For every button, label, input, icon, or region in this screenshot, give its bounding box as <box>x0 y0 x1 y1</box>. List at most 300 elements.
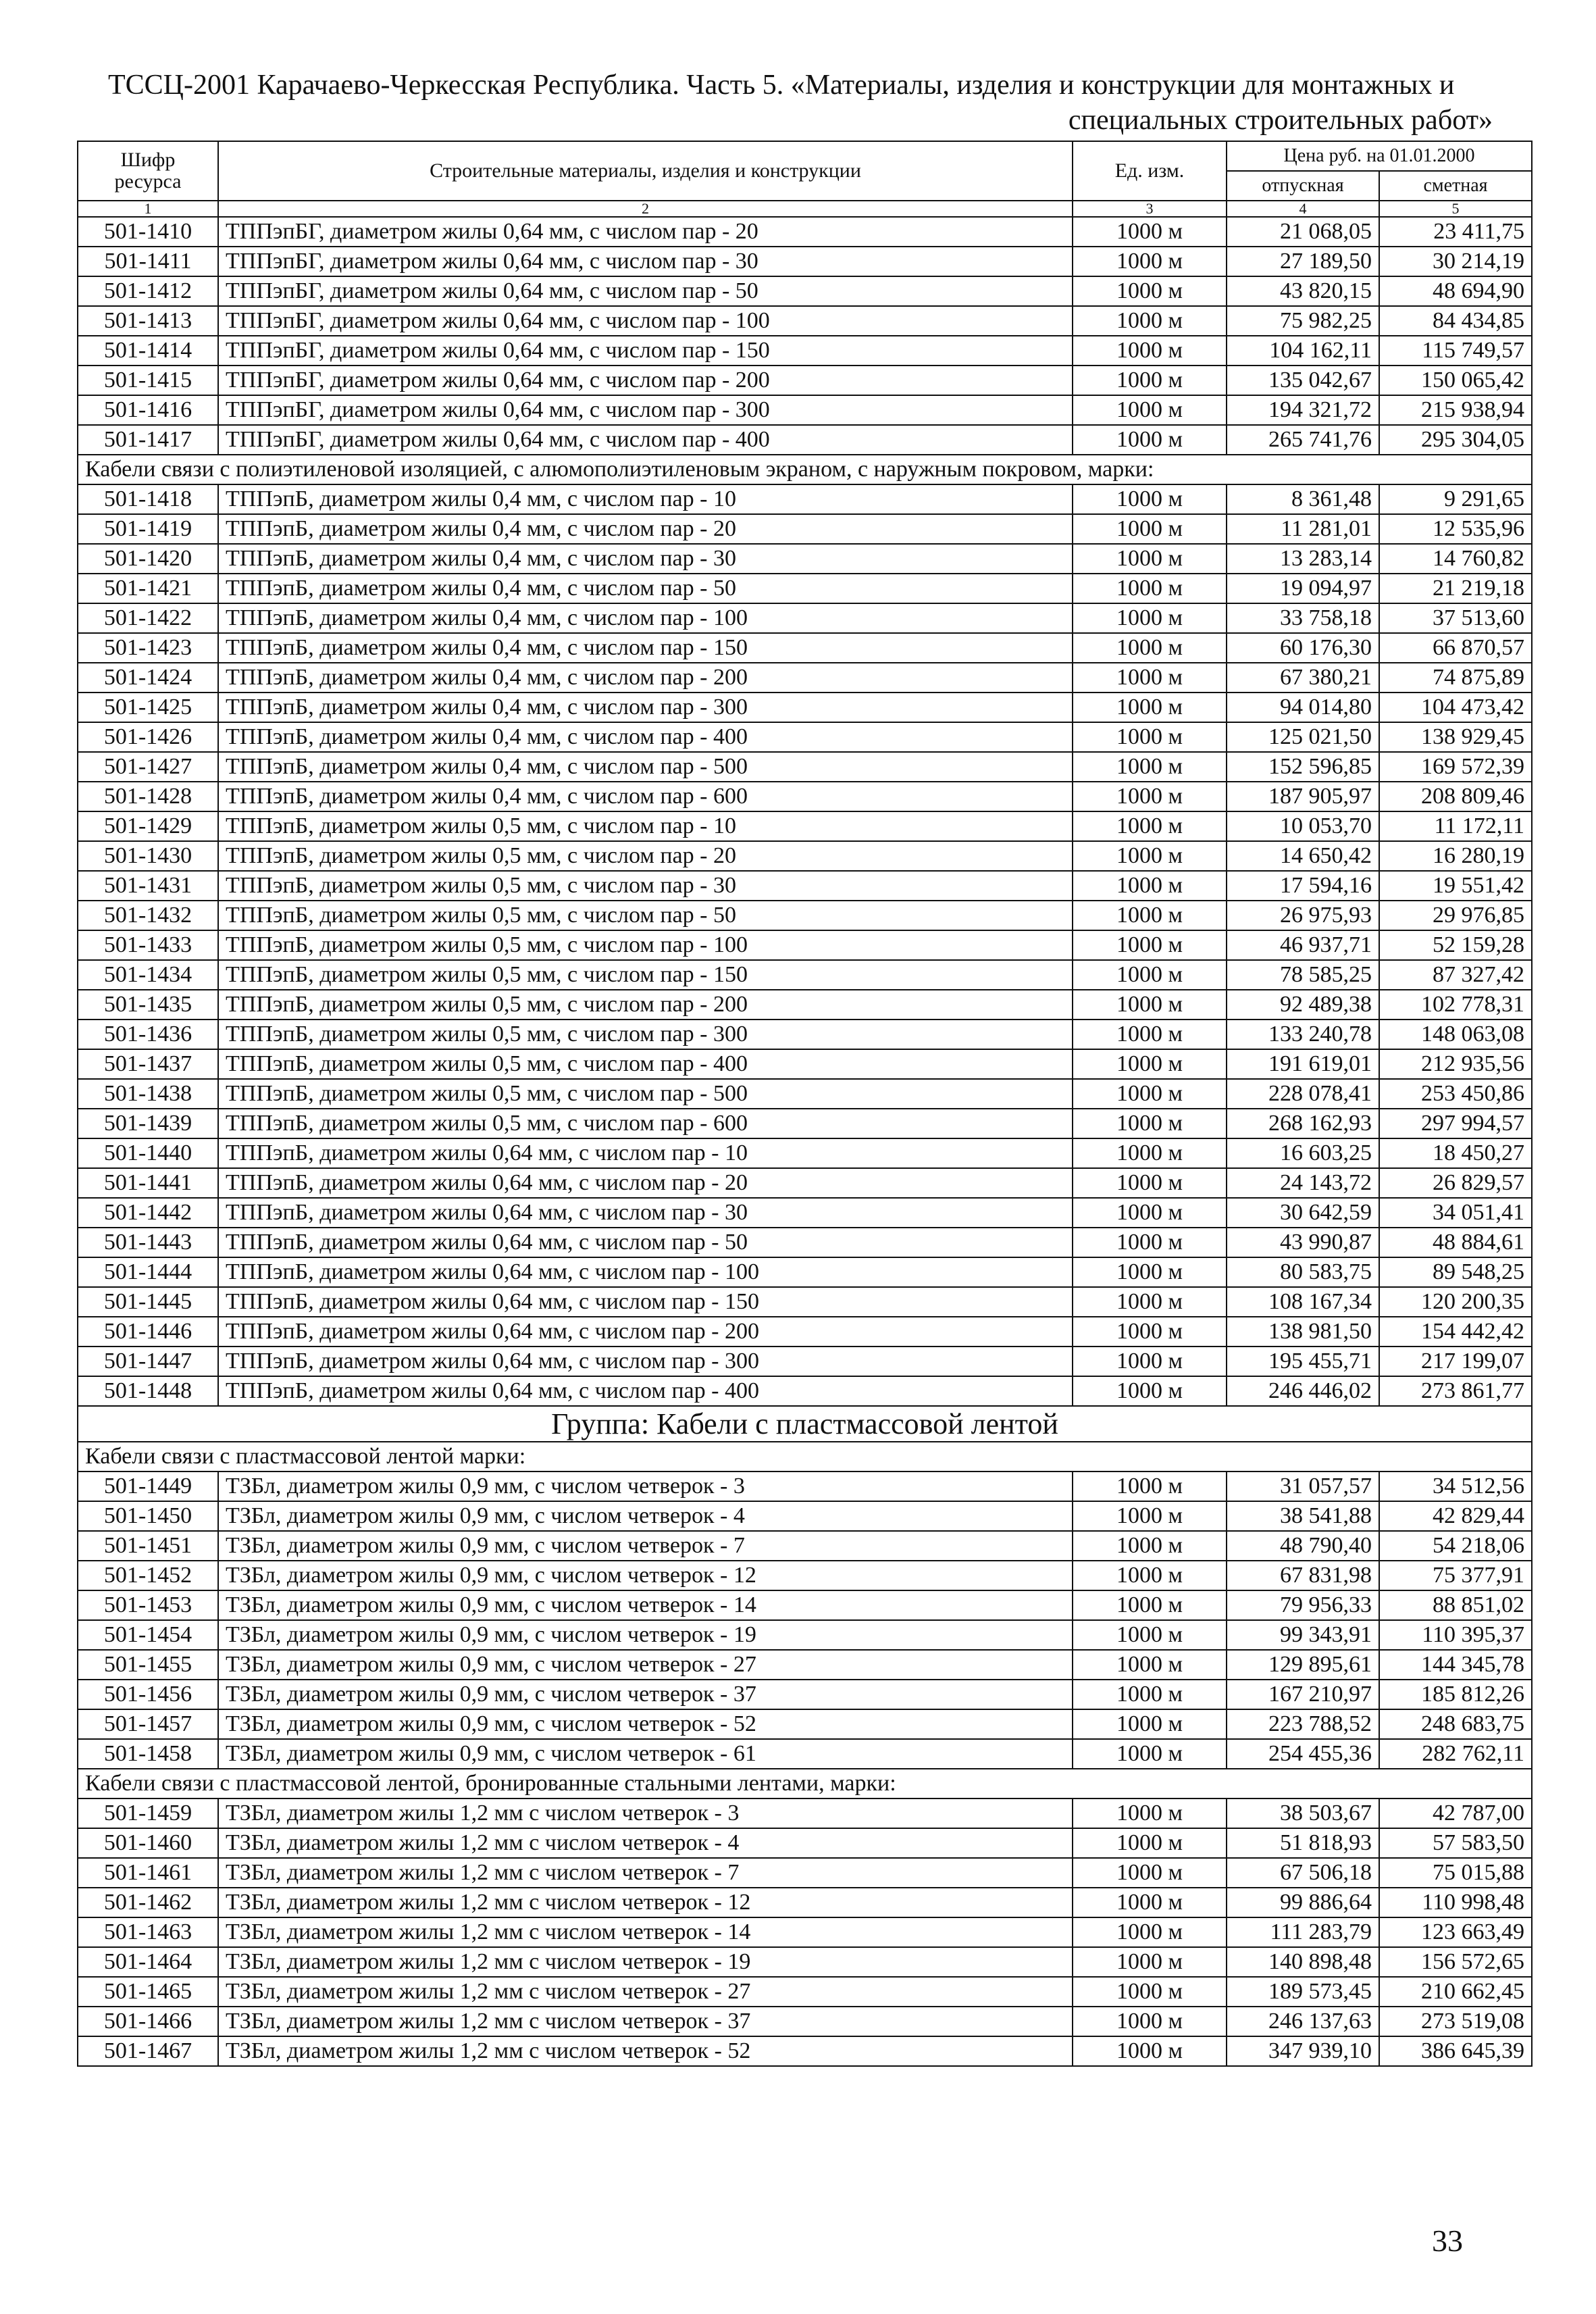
estimate-price: 84 434,85 <box>1379 306 1532 336</box>
table-row <box>78 1858 1532 1888</box>
unit-of-measure: 1000 м <box>1073 1531 1227 1561</box>
unit-of-measure: 1000 м <box>1073 1501 1227 1531</box>
release-price: 67 380,21 <box>1227 663 1379 693</box>
material-name: ТППэпБ, диаметром жилы 0,4 мм, с числом пар - 200 <box>218 663 1073 693</box>
material-name: ТППэпБГ, диаметром жилы 0,64 мм, с числом пар - 150 <box>218 336 1073 366</box>
resource-code: 501-1428 <box>78 782 218 811</box>
estimate-price: 115 749,57 <box>1379 336 1532 366</box>
unit-of-measure: 1000 м <box>1073 514 1227 544</box>
unit-of-measure: 1000 м <box>1073 1739 1227 1769</box>
resource-code: 501-1457 <box>78 1709 218 1739</box>
unit-of-measure: 1000 м <box>1073 1347 1227 1376</box>
table-row <box>78 1620 1532 1650</box>
resource-code: 501-1434 <box>78 960 218 990</box>
release-price: 19 094,97 <box>1227 574 1379 603</box>
estimate-price: 110 998,48 <box>1379 1888 1532 1917</box>
release-price: 14 650,42 <box>1227 841 1379 871</box>
material-name: ТЗБл, диаметром жилы 0,9 мм, с числом четверок - 12 <box>218 1561 1073 1590</box>
resource-code: 501-1459 <box>78 1799 218 1828</box>
material-name: ТППэпБ, диаметром жилы 0,5 мм, с числом пар - 600 <box>218 1109 1073 1138</box>
resource-code: 501-1463 <box>78 1917 218 1947</box>
column-number: 3 <box>1073 201 1227 217</box>
unit-of-measure: 1000 м <box>1073 1561 1227 1590</box>
material-name: ТППэпБ, диаметром жилы 0,5 мм, с числом пар - 400 <box>218 1049 1073 1079</box>
table-row <box>78 663 1532 693</box>
resource-code: 501-1415 <box>78 366 218 395</box>
estimate-price: 57 583,50 <box>1379 1828 1532 1858</box>
material-name: ТППэпБ, диаметром жилы 0,4 мм, с числом пар - 150 <box>218 633 1073 663</box>
unit-of-measure: 1000 м <box>1073 574 1227 603</box>
release-price: 195 455,71 <box>1227 1347 1379 1376</box>
unit-of-measure: 1000 м <box>1073 336 1227 366</box>
estimate-price: 48 694,90 <box>1379 276 1532 306</box>
table-row <box>78 633 1532 663</box>
table-row <box>78 2036 1532 2066</box>
material-name: ТППэпБ, диаметром жилы 0,5 мм, с числом пар - 50 <box>218 901 1073 930</box>
unit-of-measure: 1000 м <box>1073 633 1227 663</box>
release-price: 51 818,93 <box>1227 1828 1379 1858</box>
unit-of-measure: 1000 м <box>1073 782 1227 811</box>
release-price: 38 503,67 <box>1227 1799 1379 1828</box>
table-row <box>78 514 1532 544</box>
material-name: ТЗБл, диаметром жилы 0,9 мм, с числом четверок - 4 <box>218 1501 1073 1531</box>
unit-of-measure: 1000 м <box>1073 1228 1227 1257</box>
resource-code: 501-1465 <box>78 1977 218 2007</box>
release-price: 16 603,25 <box>1227 1138 1379 1168</box>
estimate-price: 88 851,02 <box>1379 1590 1532 1620</box>
table-row <box>78 1799 1532 1828</box>
release-price: 13 283,14 <box>1227 544 1379 574</box>
unit-of-measure: 1000 м <box>1073 1168 1227 1198</box>
material-name: ТЗБл, диаметром жилы 1,2 мм с числом четверок - 12 <box>218 1888 1073 1917</box>
estimate-price: 282 762,11 <box>1379 1739 1532 1769</box>
material-name: ТППэпБ, диаметром жилы 0,4 мм, с числом пар - 50 <box>218 574 1073 603</box>
table-row <box>78 2007 1532 2036</box>
table-row <box>78 1376 1532 1406</box>
table-row <box>78 1020 1532 1049</box>
material-name: ТППэпБ, диаметром жилы 0,64 мм, с числом пар - 150 <box>218 1287 1073 1317</box>
release-price: 265 741,76 <box>1227 425 1379 455</box>
unit-of-measure: 1000 м <box>1073 930 1227 960</box>
release-price: 187 905,97 <box>1227 782 1379 811</box>
release-price: 111 283,79 <box>1227 1917 1379 1947</box>
material-name: ТППэпБ, диаметром жилы 0,5 мм, с числом пар - 30 <box>218 871 1073 901</box>
estimate-price: 19 551,42 <box>1379 871 1532 901</box>
column-number: 4 <box>1227 201 1379 217</box>
material-name: ТППэпБ, диаметром жилы 0,4 мм, с числом пар - 500 <box>218 752 1073 782</box>
material-name: ТППэпБ, диаметром жилы 0,64 мм, с числом пар - 100 <box>218 1257 1073 1287</box>
estimate-price: 273 861,77 <box>1379 1376 1532 1406</box>
table-row <box>78 1347 1532 1376</box>
material-name: ТППэпБ, диаметром жилы 0,5 мм, с числом пар - 150 <box>218 960 1073 990</box>
release-price: 43 990,87 <box>1227 1228 1379 1257</box>
material-name: ТЗБл, диаметром жилы 1,2 мм с числом четверок - 52 <box>218 2036 1073 2066</box>
release-price: 246 137,63 <box>1227 2007 1379 2036</box>
table-row <box>78 484 1532 514</box>
resource-code: 501-1448 <box>78 1376 218 1406</box>
table-row <box>78 306 1532 336</box>
unit-of-measure: 1000 м <box>1073 841 1227 871</box>
estimate-price: 54 218,06 <box>1379 1531 1532 1561</box>
resource-code: 501-1427 <box>78 752 218 782</box>
resource-code: 501-1453 <box>78 1590 218 1620</box>
material-name: ТППэпБГ, диаметром жилы 0,64 мм, с числом пар - 30 <box>218 247 1073 276</box>
material-name: ТЗБл, диаметром жилы 1,2 мм с числом четверок - 27 <box>218 1977 1073 2007</box>
resource-code: 501-1458 <box>78 1739 218 1769</box>
material-name: ТЗБл, диаметром жилы 0,9 мм, с числом четверок - 52 <box>218 1709 1073 1739</box>
table-row <box>78 336 1532 366</box>
resource-code: 501-1440 <box>78 1138 218 1168</box>
resource-code: 501-1429 <box>78 811 218 841</box>
estimate-price: 29 976,85 <box>1379 901 1532 930</box>
release-price: 48 790,40 <box>1227 1531 1379 1561</box>
table-row <box>78 276 1532 306</box>
resource-code: 501-1439 <box>78 1109 218 1138</box>
unit-of-measure: 1000 м <box>1073 1799 1227 1828</box>
table-row <box>78 574 1532 603</box>
unit-of-measure: 1000 м <box>1073 395 1227 425</box>
release-price: 99 343,91 <box>1227 1620 1379 1650</box>
release-price: 33 758,18 <box>1227 603 1379 633</box>
release-price: 24 143,72 <box>1227 1168 1379 1198</box>
resource-code: 501-1413 <box>78 306 218 336</box>
unit-of-measure: 1000 м <box>1073 276 1227 306</box>
material-name: ТППэпБ, диаметром жилы 0,5 мм, с числом пар - 200 <box>218 990 1073 1020</box>
unit-of-measure: 1000 м <box>1073 752 1227 782</box>
unit-of-measure: 1000 м <box>1073 1109 1227 1138</box>
release-price: 268 162,93 <box>1227 1109 1379 1138</box>
estimate-price: 295 304,05 <box>1379 425 1532 455</box>
estimate-price: 215 938,94 <box>1379 395 1532 425</box>
estimate-price: 89 548,25 <box>1379 1257 1532 1287</box>
resource-code: 501-1425 <box>78 693 218 722</box>
estimate-price: 9 291,65 <box>1379 484 1532 514</box>
estimate-price: 210 662,45 <box>1379 1977 1532 2007</box>
table-row <box>78 930 1532 960</box>
estimate-price: 248 683,75 <box>1379 1709 1532 1739</box>
table-row <box>78 693 1532 722</box>
material-name: ТППэпБГ, диаметром жилы 0,64 мм, с числом пар - 400 <box>218 425 1073 455</box>
unit-of-measure: 1000 м <box>1073 1590 1227 1620</box>
table-row <box>78 782 1532 811</box>
table-row <box>78 1531 1532 1561</box>
unit-of-measure: 1000 м <box>1073 306 1227 336</box>
unit-of-measure: 1000 м <box>1073 1079 1227 1109</box>
table-row <box>78 1680 1532 1709</box>
resource-code: 501-1437 <box>78 1049 218 1079</box>
unit-of-measure: 1000 м <box>1073 366 1227 395</box>
material-name: ТЗБл, диаметром жилы 1,2 мм с числом четверок - 37 <box>218 2007 1073 2036</box>
material-name: ТППэпБ, диаметром жилы 0,4 мм, с числом пар - 300 <box>218 693 1073 722</box>
material-name: ТППэпБ, диаметром жилы 0,64 мм, с числом пар - 400 <box>218 1376 1073 1406</box>
material-name: ТППэпБ, диаметром жилы 0,64 мм, с числом пар - 300 <box>218 1347 1073 1376</box>
resource-code: 501-1438 <box>78 1079 218 1109</box>
unit-of-measure: 1000 м <box>1073 1376 1227 1406</box>
unit-of-measure: 1000 м <box>1073 1472 1227 1501</box>
material-name: ТЗБл, диаметром жилы 0,9 мм, с числом четверок - 7 <box>218 1531 1073 1561</box>
header-line-2: специальных строительных работ» <box>1068 105 1493 136</box>
resource-code: 501-1436 <box>78 1020 218 1049</box>
estimate-price: 37 513,60 <box>1379 603 1532 633</box>
resource-code: 501-1410 <box>78 217 218 247</box>
page-header <box>108 68 1493 138</box>
unit-of-measure: 1000 м <box>1073 901 1227 930</box>
unit-of-measure: 1000 м <box>1073 1888 1227 1917</box>
estimate-price: 87 327,42 <box>1379 960 1532 990</box>
group-title: Группа: Кабели с пластмассовой лентой <box>78 1406 1532 1442</box>
table-row <box>78 752 1532 782</box>
estimate-price: 386 645,39 <box>1379 2036 1532 2066</box>
release-price: 347 939,10 <box>1227 2036 1379 2066</box>
material-name: ТЗБл, диаметром жилы 0,9 мм, с числом четверок - 19 <box>218 1620 1073 1650</box>
estimate-price: 26 829,57 <box>1379 1168 1532 1198</box>
release-price: 246 446,02 <box>1227 1376 1379 1406</box>
estimate-price: 150 065,42 <box>1379 366 1532 395</box>
resource-code: 501-1424 <box>78 663 218 693</box>
table-row <box>78 1138 1532 1168</box>
table-row <box>78 366 1532 395</box>
unit-of-measure: 1000 м <box>1073 1257 1227 1287</box>
estimate-price: 42 829,44 <box>1379 1501 1532 1531</box>
table-row <box>78 841 1532 871</box>
table-row <box>78 1650 1532 1680</box>
release-price: 223 788,52 <box>1227 1709 1379 1739</box>
release-price: 108 167,34 <box>1227 1287 1379 1317</box>
table-row <box>78 1472 1532 1501</box>
unit-of-measure: 1000 м <box>1073 1317 1227 1347</box>
section-title: Кабели связи с полиэтиленовой изоляцией, с алюмополиэтиленовым экраном, с наружным покровом, марки: <box>78 455 1532 484</box>
resource-code: 501-1460 <box>78 1828 218 1858</box>
resource-code: 501-1455 <box>78 1650 218 1680</box>
estimate-price: 12 535,96 <box>1379 514 1532 544</box>
unit-of-measure: 1000 м <box>1073 1828 1227 1858</box>
table-row <box>78 811 1532 841</box>
release-price: 228 078,41 <box>1227 1079 1379 1109</box>
estimate-price: 102 778,31 <box>1379 990 1532 1020</box>
estimate-price: 156 572,65 <box>1379 1947 1532 1977</box>
estimate-price: 21 219,18 <box>1379 574 1532 603</box>
unit-of-measure: 1000 м <box>1073 603 1227 633</box>
section-row <box>78 455 1532 484</box>
unit-of-measure: 1000 м <box>1073 217 1227 247</box>
estimate-price: 66 870,57 <box>1379 633 1532 663</box>
material-name: ТЗБл, диаметром жилы 1,2 мм с числом четверок - 19 <box>218 1947 1073 1977</box>
release-price: 30 642,59 <box>1227 1198 1379 1228</box>
release-price: 75 982,25 <box>1227 306 1379 336</box>
unit-of-measure: 1000 м <box>1073 1620 1227 1650</box>
release-price: 21 068,05 <box>1227 217 1379 247</box>
release-price: 8 361,48 <box>1227 484 1379 514</box>
estimate-price: 212 935,56 <box>1379 1049 1532 1079</box>
group-row <box>78 1406 1532 1442</box>
material-name: ТППэпБ, диаметром жилы 0,4 мм, с числом пар - 400 <box>218 722 1073 752</box>
unit-of-measure: 1000 м <box>1073 1977 1227 2007</box>
release-price: 79 956,33 <box>1227 1590 1379 1620</box>
release-price: 167 210,97 <box>1227 1680 1379 1709</box>
estimate-price: 144 345,78 <box>1379 1650 1532 1680</box>
unit-of-measure: 1000 м <box>1073 811 1227 841</box>
material-name: ТППэпБ, диаметром жилы 0,4 мм, с числом пар - 600 <box>218 782 1073 811</box>
resource-code: 501-1419 <box>78 514 218 544</box>
release-price: 67 506,18 <box>1227 1858 1379 1888</box>
page-number: 33 <box>1432 2223 1463 2258</box>
resource-code: 501-1417 <box>78 425 218 455</box>
material-name: ТППэпБ, диаметром жилы 0,64 мм, с числом пар - 30 <box>218 1198 1073 1228</box>
table-row <box>78 603 1532 633</box>
release-price: 11 281,01 <box>1227 514 1379 544</box>
column-number: 5 <box>1379 201 1532 217</box>
material-name: ТППэпБ, диаметром жилы 0,4 мм, с числом пар - 100 <box>218 603 1073 633</box>
material-name: ТЗБл, диаметром жилы 1,2 мм с числом четверок - 4 <box>218 1828 1073 1858</box>
release-price: 26 975,93 <box>1227 901 1379 930</box>
section-row <box>78 1442 1532 1472</box>
table-row <box>78 1709 1532 1739</box>
resource-code: 501-1422 <box>78 603 218 633</box>
unit-of-measure: 1000 м <box>1073 1287 1227 1317</box>
table-row <box>78 247 1532 276</box>
unit-of-measure: 1000 м <box>1073 722 1227 752</box>
section-row <box>78 1769 1532 1799</box>
unit-of-measure: 1000 м <box>1073 1049 1227 1079</box>
estimate-price: 110 395,37 <box>1379 1620 1532 1650</box>
material-name: ТППэпБГ, диаметром жилы 0,64 мм, с числом пар - 200 <box>218 366 1073 395</box>
resource-code: 501-1454 <box>78 1620 218 1650</box>
column-header-estimate-price: сметная <box>1379 171 1532 201</box>
resource-code: 501-1445 <box>78 1287 218 1317</box>
resource-code: 501-1426 <box>78 722 218 752</box>
material-name: ТППэпБ, диаметром жилы 0,5 мм, с числом пар - 20 <box>218 841 1073 871</box>
material-name: ТППэпБ, диаметром жилы 0,5 мм, с числом пар - 300 <box>218 1020 1073 1049</box>
release-price: 67 831,98 <box>1227 1561 1379 1590</box>
unit-of-measure: 1000 м <box>1073 1947 1227 1977</box>
resource-code: 501-1441 <box>78 1168 218 1198</box>
material-name: ТППэпБГ, диаметром жилы 0,64 мм, с числом пар - 100 <box>218 306 1073 336</box>
section-title: Кабели связи с пластмассовой лентой, бронированные стальными лентами, марки: <box>78 1769 1532 1799</box>
table-row <box>78 1561 1532 1590</box>
estimate-price: 104 473,42 <box>1379 693 1532 722</box>
release-price: 94 014,80 <box>1227 693 1379 722</box>
release-price: 46 937,71 <box>1227 930 1379 960</box>
table-row <box>78 1109 1532 1138</box>
resource-code: 501-1433 <box>78 930 218 960</box>
estimate-price: 14 760,82 <box>1379 544 1532 574</box>
resource-code: 501-1451 <box>78 1531 218 1561</box>
estimate-price: 16 280,19 <box>1379 841 1532 871</box>
material-name: ТППэпБ, диаметром жилы 0,64 мм, с числом пар - 50 <box>218 1228 1073 1257</box>
release-price: 17 594,16 <box>1227 871 1379 901</box>
table-row <box>78 1317 1532 1347</box>
material-name: ТППэпБ, диаметром жилы 0,4 мм, с числом пар - 20 <box>218 514 1073 544</box>
table-row <box>78 425 1532 455</box>
table-row <box>78 1888 1532 1917</box>
table-row <box>78 1977 1532 2007</box>
release-price: 125 021,50 <box>1227 722 1379 752</box>
table-row <box>78 1739 1532 1769</box>
table-row <box>78 960 1532 990</box>
price-table <box>77 141 1533 2067</box>
column-header-name: Строительные материалы, изделия и конструкции <box>218 141 1073 201</box>
column-header-price-group: Цена руб. на 01.01.2000 <box>1227 141 1532 171</box>
table-row <box>78 1501 1532 1531</box>
unit-of-measure: 1000 м <box>1073 2007 1227 2036</box>
table-row <box>78 871 1532 901</box>
release-price: 80 583,75 <box>1227 1257 1379 1287</box>
estimate-price: 52 159,28 <box>1379 930 1532 960</box>
release-price: 60 176,30 <box>1227 633 1379 663</box>
release-price: 129 895,61 <box>1227 1650 1379 1680</box>
estimate-price: 74 875,89 <box>1379 663 1532 693</box>
material-name: ТЗБл, диаметром жилы 1,2 мм с числом четверок - 3 <box>218 1799 1073 1828</box>
material-name: ТППэпБГ, диаметром жилы 0,64 мм, с числом пар - 20 <box>218 217 1073 247</box>
release-price: 191 619,01 <box>1227 1049 1379 1079</box>
estimate-price: 169 572,39 <box>1379 752 1532 782</box>
material-name: ТППэпБ, диаметром жилы 0,64 мм, с числом пар - 10 <box>218 1138 1073 1168</box>
table-row <box>78 395 1532 425</box>
unit-of-measure: 1000 м <box>1073 663 1227 693</box>
table-row <box>78 1079 1532 1109</box>
release-price: 92 489,38 <box>1227 990 1379 1020</box>
resource-code: 501-1423 <box>78 633 218 663</box>
resource-code: 501-1461 <box>78 1858 218 1888</box>
release-price: 99 886,64 <box>1227 1888 1379 1917</box>
unit-of-measure: 1000 м <box>1073 544 1227 574</box>
estimate-price: 217 199,07 <box>1379 1347 1532 1376</box>
resource-code: 501-1446 <box>78 1317 218 1347</box>
table-row <box>78 1590 1532 1620</box>
estimate-price: 23 411,75 <box>1379 217 1532 247</box>
estimate-price: 18 450,27 <box>1379 1138 1532 1168</box>
release-price: 135 042,67 <box>1227 366 1379 395</box>
resource-code: 501-1442 <box>78 1198 218 1228</box>
resource-code: 501-1450 <box>78 1501 218 1531</box>
material-name: ТППэпБ, диаметром жилы 0,5 мм, с числом пар - 100 <box>218 930 1073 960</box>
release-price: 152 596,85 <box>1227 752 1379 782</box>
release-price: 140 898,48 <box>1227 1947 1379 1977</box>
release-price: 43 820,15 <box>1227 276 1379 306</box>
unit-of-measure: 1000 м <box>1073 247 1227 276</box>
material-name: ТППэпБ, диаметром жилы 0,5 мм, с числом пар - 10 <box>218 811 1073 841</box>
unit-of-measure: 1000 м <box>1073 425 1227 455</box>
unit-of-measure: 1000 м <box>1073 1709 1227 1739</box>
estimate-price: 75 377,91 <box>1379 1561 1532 1590</box>
material-name: ТППэпБ, диаметром жилы 0,5 мм, с числом пар - 500 <box>218 1079 1073 1109</box>
estimate-price: 185 812,26 <box>1379 1680 1532 1709</box>
table-row <box>78 901 1532 930</box>
unit-of-measure: 1000 м <box>1073 1198 1227 1228</box>
header-line-1: ТССЦ-2001 Карачаево-Черкесская Республика. Часть 5. «Материалы, изделия и конструкции для монтажных и <box>108 70 1455 101</box>
resource-code: 501-1467 <box>78 2036 218 2066</box>
resource-code: 501-1411 <box>78 247 218 276</box>
release-price: 104 162,11 <box>1227 336 1379 366</box>
resource-code: 501-1466 <box>78 2007 218 2036</box>
resource-code: 501-1462 <box>78 1888 218 1917</box>
column-header-code: Шифр ресурса <box>78 141 218 201</box>
column-header-release-price: отпускная <box>1227 171 1379 201</box>
estimate-price: 75 015,88 <box>1379 1858 1532 1888</box>
unit-of-measure: 1000 м <box>1073 693 1227 722</box>
table-row <box>78 1917 1532 1947</box>
estimate-price: 11 172,11 <box>1379 811 1532 841</box>
unit-of-measure: 1000 м <box>1073 2036 1227 2066</box>
unit-of-measure: 1000 м <box>1073 484 1227 514</box>
estimate-price: 42 787,00 <box>1379 1799 1532 1828</box>
table-row <box>78 1287 1532 1317</box>
estimate-price: 148 063,08 <box>1379 1020 1532 1049</box>
resource-code: 501-1421 <box>78 574 218 603</box>
table-row <box>78 1198 1532 1228</box>
unit-of-measure: 1000 м <box>1073 1858 1227 1888</box>
resource-code: 501-1444 <box>78 1257 218 1287</box>
